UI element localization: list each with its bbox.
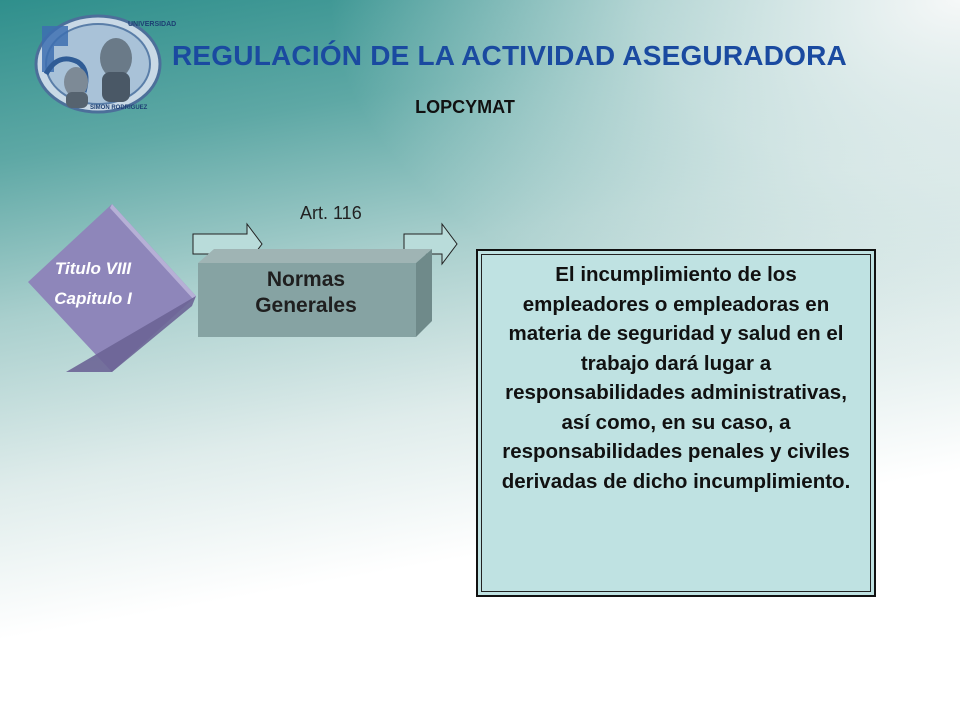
cube-label-chapter: Capitulo I	[54, 289, 132, 308]
cube-label-title: Titulo VIII	[54, 259, 132, 278]
page-subtitle: LOPCYMAT	[415, 97, 515, 117]
article-text-box	[476, 249, 876, 597]
section-box-line1: Normas	[266, 268, 346, 291]
logo-text-top: UNIVERSIDAD	[128, 21, 177, 28]
section-box-side	[416, 249, 432, 337]
page-title: REGULACIÓN DE LA ACTIVIDAD ASEGURADORA	[172, 40, 847, 71]
section-box-top	[198, 249, 432, 263]
cube-label	[28, 254, 158, 314]
article-text: El incumplimiento de los empleadores o empleadoras en materia de seguridad y salud en el trabajo dará lugar a responsabilidades administrativas, así como, en su caso, a responsabilidades penales y civiles derivadas de dicho incumplimiento.	[501, 263, 851, 493]
logo-text-bottom: SIMON RODRIGUEZ	[90, 105, 148, 111]
section-box-label	[200, 267, 412, 319]
section-box-line2: Generales	[255, 294, 357, 317]
article-label: Art. 116	[300, 203, 362, 223]
